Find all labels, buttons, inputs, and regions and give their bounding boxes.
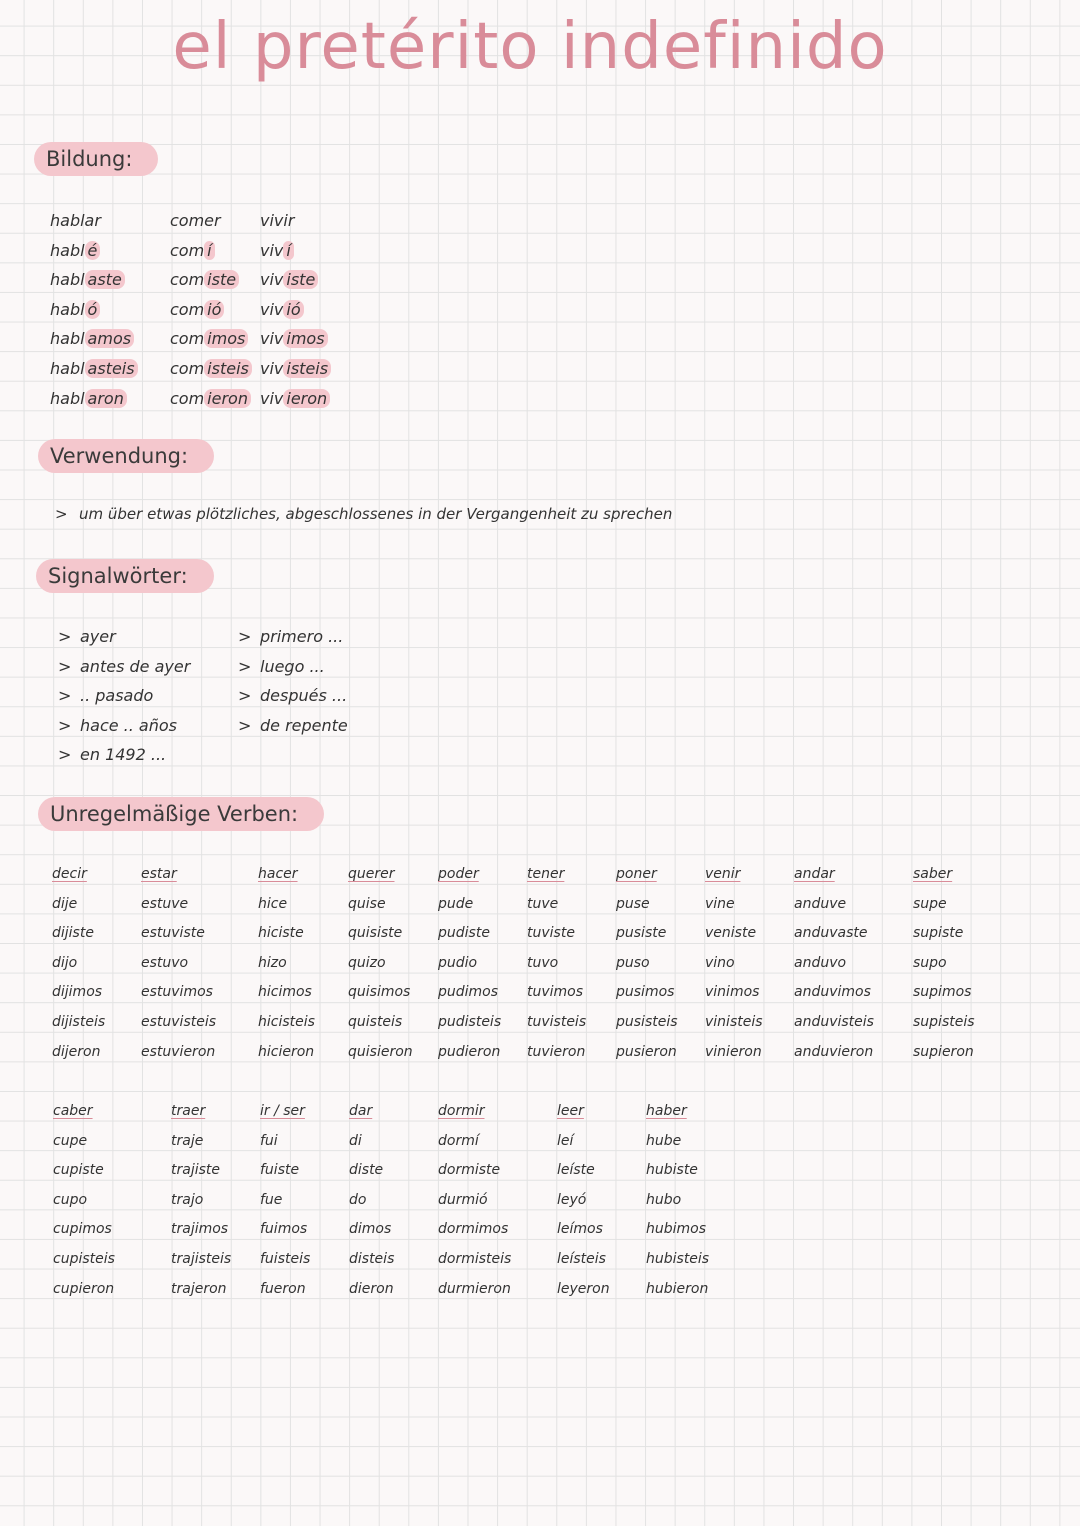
conjugation-form: fui bbox=[260, 1132, 278, 1149]
signal-word-text: en 1492 ... bbox=[80, 745, 167, 765]
bullet-arrow: > bbox=[55, 505, 68, 523]
conjugation-form: estuve bbox=[141, 895, 189, 912]
conjugation-form bbox=[50, 265, 138, 295]
verb-ending-highlight: ieron bbox=[204, 389, 251, 408]
verb-infinitive: ir / ser bbox=[260, 1103, 305, 1119]
conjugation-form: leísteis bbox=[557, 1250, 606, 1267]
conjugation-form: cupieron bbox=[53, 1280, 115, 1297]
verb-infinitive: hacer bbox=[258, 866, 298, 882]
verb-infinitive: dar bbox=[349, 1103, 373, 1119]
irregular-verb-column bbox=[705, 860, 763, 1067]
conjugation-form: hicimos bbox=[258, 984, 312, 1001]
signal-word-text: .. pasado bbox=[80, 686, 154, 706]
signal-word-text: ayer bbox=[80, 627, 116, 646]
verb-infinitive: querer bbox=[348, 866, 395, 882]
conjugation-form bbox=[170, 236, 252, 266]
conjugation-form: estuvisteis bbox=[141, 1013, 217, 1030]
conjugation-form: pudimos bbox=[438, 984, 499, 1001]
signal-word-text: primero ... bbox=[260, 627, 344, 646]
verb-infinitive: estar bbox=[141, 866, 177, 882]
signal-word bbox=[238, 711, 348, 741]
conjugation-form: supisteis bbox=[913, 1013, 975, 1030]
signal-words-right bbox=[238, 622, 348, 740]
conjugation-form: tuve bbox=[527, 895, 559, 912]
conjugation-form: tuviste bbox=[527, 925, 575, 942]
conjugation-form: tuvo bbox=[527, 954, 559, 971]
conjugation-form: trajeron bbox=[171, 1280, 227, 1297]
conjugation-form: dieron bbox=[349, 1280, 394, 1297]
irregular-verb-column bbox=[616, 860, 678, 1067]
conjugation-form bbox=[170, 265, 252, 295]
irregular-verb-column bbox=[794, 860, 874, 1067]
irregular-verb-column bbox=[349, 1097, 394, 1304]
signal-word-text: luego ... bbox=[260, 656, 325, 676]
signal-word-text: antes de ayer bbox=[80, 656, 191, 676]
conjugation-form: dimos bbox=[349, 1221, 392, 1238]
conjugation-form bbox=[50, 324, 138, 354]
verb-ending-highlight: imos bbox=[283, 329, 327, 348]
verb-stem: com bbox=[170, 299, 205, 319]
conjugation-form bbox=[260, 295, 331, 325]
verb-stem: viv bbox=[260, 358, 284, 378]
conjugation-form: supimos bbox=[913, 984, 972, 1001]
conjugation-form bbox=[170, 384, 252, 414]
irregular-verb-column bbox=[260, 1097, 310, 1304]
verb-ending-highlight: aron bbox=[85, 389, 127, 408]
bullet-arrow: > bbox=[238, 627, 252, 646]
conjugation-form: dije bbox=[52, 895, 78, 912]
irregular-verb-column bbox=[438, 860, 501, 1067]
conjugation-form: trajimos bbox=[171, 1221, 229, 1238]
conjugation-form bbox=[260, 265, 331, 295]
conjugation-form bbox=[260, 236, 331, 266]
signal-word bbox=[238, 622, 348, 652]
verb-infinitive: poder bbox=[438, 866, 479, 882]
conjugation-form: quisimos bbox=[348, 984, 411, 1001]
verb-infinitive: decir bbox=[52, 866, 87, 882]
verb-ending-highlight: amos bbox=[85, 329, 135, 348]
verb-stem: habl bbox=[50, 329, 85, 349]
conjugation-form: dijiste bbox=[52, 925, 94, 942]
verb-stem: habl bbox=[50, 358, 85, 378]
verb-infinitive: poner bbox=[616, 866, 657, 882]
conjugation-form bbox=[50, 384, 138, 414]
conjugation-form: quisteis bbox=[348, 1013, 403, 1030]
verb-infinitive bbox=[170, 206, 252, 236]
conjugation-form: fuisteis bbox=[260, 1250, 311, 1267]
signal-word bbox=[58, 652, 190, 682]
conjugation-form: hubisteis bbox=[646, 1250, 710, 1267]
conjugation-form: vinieron bbox=[705, 1043, 762, 1060]
conjugation-form: fuimos bbox=[260, 1221, 308, 1238]
conjugation-form: hizo bbox=[258, 954, 287, 971]
verb-stem: viv bbox=[260, 240, 284, 260]
conjugation-form bbox=[260, 324, 331, 354]
page-title: el pretérito indefinido bbox=[172, 10, 888, 84]
irregular-verb-column bbox=[52, 860, 105, 1067]
conjugation-form: dijeron bbox=[52, 1043, 101, 1060]
signal-word bbox=[58, 740, 190, 770]
conjugation-form: quise bbox=[348, 895, 386, 912]
conjugation-form: estuviste bbox=[141, 925, 205, 942]
conjugation-form bbox=[50, 236, 138, 266]
verb-ending-highlight: imos bbox=[204, 329, 248, 348]
conjugation-form: dormisteis bbox=[438, 1250, 512, 1267]
conjugation-form: supo bbox=[913, 954, 947, 971]
verb-ending-highlight: iste bbox=[204, 270, 239, 289]
conjugation-form: cupe bbox=[53, 1132, 88, 1149]
irregular-verb-column bbox=[438, 1097, 511, 1304]
irregular-verb-column bbox=[348, 860, 413, 1067]
conjugation-form: puso bbox=[616, 954, 650, 971]
conjugation-form: cupimos bbox=[53, 1221, 112, 1238]
conjugation-form: trajisteis bbox=[171, 1250, 232, 1267]
irregular-verb-column bbox=[258, 860, 315, 1067]
conjugation-form: pusimos bbox=[616, 984, 675, 1001]
conjugation-form: hubiste bbox=[646, 1162, 698, 1179]
conjugation-form: durmió bbox=[438, 1191, 488, 1208]
verb-stem: habl bbox=[50, 388, 85, 408]
verb-stem: viv bbox=[260, 329, 284, 349]
irregular-verb-column bbox=[53, 1097, 115, 1304]
bullet-arrow: > bbox=[58, 656, 72, 676]
conjugation-form: hiciste bbox=[258, 925, 304, 942]
conjugation-form: dormí bbox=[438, 1132, 479, 1149]
conjugation-form: di bbox=[349, 1132, 362, 1149]
verb-ending-highlight: ieron bbox=[283, 389, 330, 408]
conjugation-form: hube bbox=[646, 1132, 682, 1149]
conjugation-form: pusiste bbox=[616, 925, 667, 942]
verb-stem: com bbox=[170, 270, 205, 290]
signal-word bbox=[58, 681, 190, 711]
verb-infinitive: tener bbox=[527, 866, 565, 882]
signal-word-text: de repente bbox=[260, 715, 348, 735]
conjugation-form: pudiste bbox=[438, 925, 490, 942]
verb-infinitive: traer bbox=[171, 1103, 206, 1119]
verb-stem: viv bbox=[260, 388, 284, 408]
conjugation-form: vinimos bbox=[705, 984, 760, 1001]
conjugation-form: supiste bbox=[913, 925, 964, 942]
signal-word bbox=[58, 622, 190, 652]
conjugation-form: vino bbox=[705, 954, 735, 971]
conjugation-form: durmieron bbox=[438, 1280, 511, 1297]
irregular-verb-column bbox=[646, 1097, 709, 1304]
conjugation-form: supe bbox=[913, 895, 947, 912]
conjugation-form bbox=[170, 324, 252, 354]
usage-text: um über etwas plötzliches, abgeschlossenes in der Vergangenheit zu sprechen bbox=[79, 505, 673, 523]
verb-infinitive: saber bbox=[913, 866, 953, 882]
verb-stem: viv bbox=[260, 299, 284, 319]
conjugation-form: pude bbox=[438, 895, 474, 912]
conjugation-form: fueron bbox=[260, 1280, 306, 1297]
conjugation-form: diste bbox=[349, 1162, 384, 1179]
bullet-arrow: > bbox=[58, 745, 72, 765]
conjugation-form: leíste bbox=[557, 1162, 595, 1179]
conjugation-form: dijisteis bbox=[52, 1013, 106, 1030]
irregular-verb-column bbox=[141, 860, 216, 1067]
conjugation-form: hice bbox=[258, 895, 288, 912]
conjugation-form: anduvo bbox=[794, 954, 847, 971]
conjugation-form: anduvisteis bbox=[794, 1013, 874, 1030]
conjugation-form: supieron bbox=[913, 1043, 974, 1060]
conjugation-form: leyeron bbox=[557, 1280, 610, 1297]
conjugation-form: leí bbox=[557, 1132, 574, 1149]
conjugation-form: hubieron bbox=[646, 1280, 709, 1297]
conjugation-form: trajiste bbox=[171, 1162, 220, 1179]
usage-note bbox=[55, 505, 672, 523]
infinitive-text: comer bbox=[170, 211, 221, 230]
conjugation-form: tuvimos bbox=[527, 984, 584, 1001]
conjugation-form: hubimos bbox=[646, 1221, 707, 1238]
conjugation-form: vine bbox=[705, 895, 735, 912]
verb-stem: com bbox=[170, 240, 205, 260]
heading-signalwoerter: Signalwörter: bbox=[36, 559, 214, 593]
conjugation-form: anduvieron bbox=[794, 1043, 874, 1060]
conjugation-form: dormimos bbox=[438, 1221, 509, 1238]
conjugation-form bbox=[170, 354, 252, 384]
verb-ending-highlight: aste bbox=[85, 270, 125, 289]
verb-stem: habl bbox=[50, 270, 85, 290]
verb-ending-highlight: í bbox=[204, 241, 214, 260]
verb-stem: viv bbox=[260, 270, 284, 290]
conjugation-form: pudisteis bbox=[438, 1013, 502, 1030]
verb-infinitive: andar bbox=[794, 866, 835, 882]
conjugation-form: pusisteis bbox=[616, 1013, 678, 1030]
conjugation-form bbox=[50, 295, 138, 325]
verb-ending-highlight: í bbox=[283, 241, 293, 260]
irregular-verb-column bbox=[913, 860, 975, 1067]
conjugation-form: tuvisteis bbox=[527, 1013, 587, 1030]
regular-verb-column bbox=[260, 206, 331, 413]
conjugation-form: cupo bbox=[53, 1191, 88, 1208]
conjugation-form: pusieron bbox=[616, 1043, 677, 1060]
conjugation-form: vinisteis bbox=[705, 1013, 763, 1030]
verb-ending-highlight: asteis bbox=[85, 359, 138, 378]
signal-word-text: hace .. años bbox=[80, 715, 177, 735]
verb-infinitive: venir bbox=[705, 866, 741, 882]
conjugation-form: estuvo bbox=[141, 954, 189, 971]
irregular-verb-column bbox=[171, 1097, 231, 1304]
signal-words-left bbox=[58, 622, 190, 770]
verb-ending-highlight: iste bbox=[283, 270, 318, 289]
signal-word-text: después ... bbox=[260, 686, 348, 706]
regular-verb-column bbox=[50, 206, 138, 413]
bullet-arrow: > bbox=[238, 656, 252, 676]
conjugation-form: tuvieron bbox=[527, 1043, 586, 1060]
conjugation-form: quisieron bbox=[348, 1043, 413, 1060]
infinitive-text: hablar bbox=[50, 211, 101, 230]
conjugation-form: hubo bbox=[646, 1191, 682, 1208]
conjugation-form: dormiste bbox=[438, 1162, 501, 1179]
conjugation-form: quisiste bbox=[348, 925, 403, 942]
conjugation-form: dijimos bbox=[52, 984, 103, 1001]
bullet-arrow: > bbox=[58, 627, 72, 646]
conjugation-form: hicieron bbox=[258, 1043, 315, 1060]
verb-ending-highlight: ió bbox=[204, 300, 224, 319]
conjugation-form bbox=[260, 384, 331, 414]
verb-infinitive: haber bbox=[646, 1103, 687, 1119]
conjugation-form: hicisteis bbox=[258, 1013, 315, 1030]
verb-infinitive: leer bbox=[557, 1103, 584, 1119]
conjugation-form bbox=[50, 354, 138, 384]
conjugation-form: estuvimos bbox=[141, 984, 213, 1001]
bullet-arrow: > bbox=[58, 715, 72, 735]
bullet-arrow: > bbox=[58, 686, 72, 706]
conjugation-form bbox=[260, 354, 331, 384]
verb-stem: com bbox=[170, 388, 205, 408]
bullet-arrow: > bbox=[238, 715, 252, 735]
signal-word bbox=[58, 711, 190, 741]
conjugation-form: pudieron bbox=[438, 1043, 501, 1060]
verb-infinitive: dormir bbox=[438, 1103, 485, 1119]
heading-bildung: Bildung: bbox=[34, 142, 158, 176]
verb-ending-highlight: isteis bbox=[204, 359, 252, 378]
conjugation-form: fuiste bbox=[260, 1162, 300, 1179]
conjugation-form: leímos bbox=[557, 1221, 603, 1238]
conjugation-form: traje bbox=[171, 1132, 204, 1149]
conjugation-form: veniste bbox=[705, 925, 757, 942]
conjugation-form: leyó bbox=[557, 1191, 587, 1208]
verb-infinitive bbox=[50, 206, 138, 236]
conjugation-form bbox=[170, 295, 252, 325]
verb-infinitive bbox=[260, 206, 331, 236]
conjugation-form: cupisteis bbox=[53, 1250, 115, 1267]
verb-stem: com bbox=[170, 358, 205, 378]
conjugation-form: dijo bbox=[52, 954, 78, 971]
infinitive-text: vivir bbox=[260, 211, 295, 230]
conjugation-form: quizo bbox=[348, 954, 386, 971]
bullet-arrow: > bbox=[238, 686, 252, 706]
conjugation-form: trajo bbox=[171, 1191, 204, 1208]
conjugation-form: cupiste bbox=[53, 1162, 104, 1179]
conjugation-form: anduvimos bbox=[794, 984, 871, 1001]
irregular-verb-column bbox=[527, 860, 586, 1067]
conjugation-form: anduvaste bbox=[794, 925, 868, 942]
verb-stem: habl bbox=[50, 299, 85, 319]
verb-infinitive: caber bbox=[53, 1103, 93, 1119]
signal-word bbox=[238, 652, 348, 682]
regular-verb-column bbox=[170, 206, 252, 413]
signal-word bbox=[238, 681, 348, 711]
verb-ending-highlight: isteis bbox=[283, 359, 331, 378]
heading-unregelmaessige-verben: Unregelmäßige Verben: bbox=[38, 797, 324, 831]
conjugation-form: puse bbox=[616, 895, 650, 912]
verb-stem: com bbox=[170, 329, 205, 349]
conjugation-form: fue bbox=[260, 1191, 283, 1208]
verb-stem: habl bbox=[50, 240, 85, 260]
conjugation-form: estuvieron bbox=[141, 1043, 216, 1060]
irregular-verb-column bbox=[557, 1097, 610, 1304]
conjugation-form: do bbox=[349, 1191, 367, 1208]
heading-verwendung: Verwendung: bbox=[38, 439, 214, 473]
conjugation-form: anduve bbox=[794, 895, 847, 912]
verb-ending-highlight: ió bbox=[283, 300, 303, 319]
verb-ending-highlight: é bbox=[85, 241, 101, 260]
verb-ending-highlight: ó bbox=[85, 300, 101, 319]
conjugation-form: disteis bbox=[349, 1250, 395, 1267]
conjugation-form: pudio bbox=[438, 954, 478, 971]
